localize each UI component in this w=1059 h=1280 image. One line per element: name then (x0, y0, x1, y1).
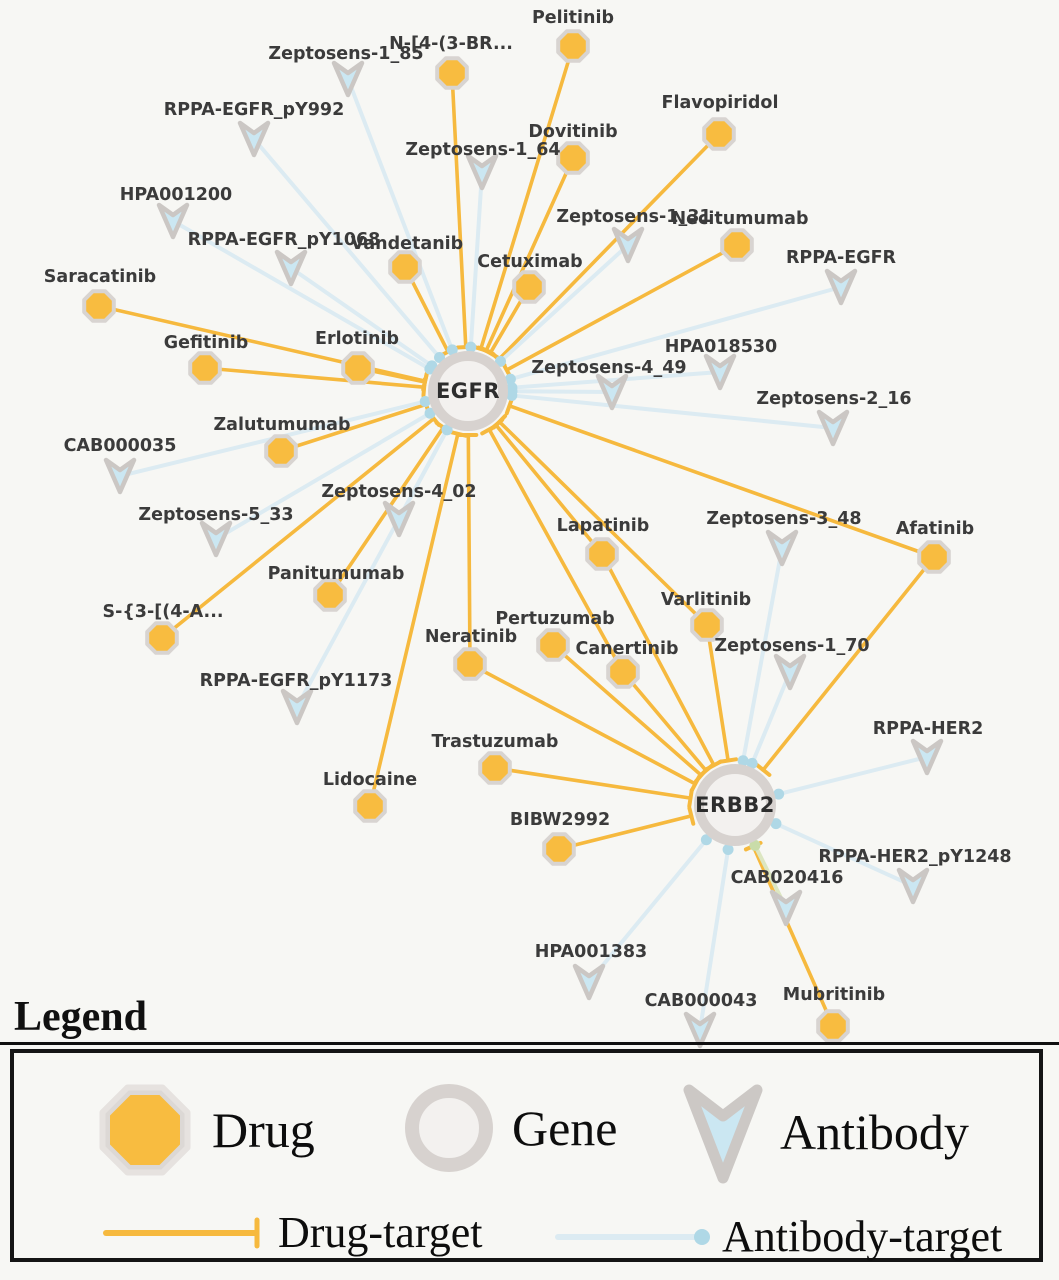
edge-tee-varlitinib-erbb2 (720, 759, 736, 761)
drug-label-canertinib: Canertinib (575, 639, 679, 659)
drug-node-dovitinib[interactable] (558, 143, 588, 173)
drug-node-n-4-3-br[interactable] (437, 58, 467, 88)
drug-node-saracatinib[interactable] (84, 291, 114, 321)
antibody-node-zeptosens-4-02[interactable] (385, 503, 413, 535)
antibody-node-rppa-egfr[interactable] (827, 271, 855, 303)
drug-label-s-3-4-a: S-{3-[(4-A... (102, 602, 224, 622)
antibody-label-zeptosens-1-31: Zeptosens-1_31 (556, 207, 712, 227)
antibody-label-zeptosens-4-02: Zeptosens-4_02 (321, 482, 477, 502)
drug-node-pelitinib[interactable] (558, 31, 588, 61)
legend-item-drug (96, 1081, 315, 1179)
drug-node-necitumumab[interactable] (722, 230, 752, 260)
drug-node-s-3-4-a[interactable] (147, 623, 177, 653)
drug-node-neratinib[interactable] (455, 649, 485, 679)
edge-rppa-her2-erbb2 (779, 757, 927, 794)
drug-label-zalutumumab: Zalutumumab (213, 415, 351, 435)
legend-drug-target-label: Drug-target (278, 1208, 483, 1257)
drug-label-saracatinib: Saracatinib (43, 267, 157, 287)
drug-label-panitumumab: Panitumumab (267, 564, 405, 584)
legend-item-drug-target (102, 1208, 483, 1257)
drug-node-zalutumumab[interactable] (266, 436, 296, 466)
edge-canertinib-erbb2 (623, 672, 706, 771)
drug-label-vandetanib: Vandetanib (350, 234, 464, 254)
antibody-label-zeptosens-1-64: Zeptosens-1_64 (405, 140, 561, 160)
drug-target-edge-icon (102, 1216, 270, 1250)
antibody-node-rppa-her2-py1248[interactable] (899, 870, 927, 902)
antibody-label-rppa-her2-py1248: RPPA-HER2_pY1248 (818, 847, 1012, 867)
drug-node-panitumumab[interactable] (315, 580, 345, 610)
antibody-label-zeptosens-1-85: Zeptosens-1_85 (268, 44, 424, 64)
drug-label-dovitinib: Dovitinib (528, 122, 618, 142)
drug-node-erlotinib[interactable] (343, 353, 373, 383)
antibody-node-cab020416[interactable] (772, 892, 800, 924)
antibody-label-cab000035: CAB000035 (63, 436, 177, 456)
antibody-label-rppa-egfr-py1173: RPPA-EGFR_pY1173 (199, 671, 393, 691)
antibody-node-icon (678, 1077, 768, 1187)
drug-label-n-4-3-br: N-[4-(3-BR... (389, 34, 513, 54)
antibody-label-rppa-egfr-py1068: RPPA-EGFR_pY1068 (187, 230, 381, 250)
antibody-node-zeptosens-1-64[interactable] (468, 156, 496, 188)
drug-label-pelitinib: Pelitinib (531, 8, 615, 28)
antibody-node-zeptosens-1-70[interactable] (776, 656, 804, 688)
antibody-node-rppa-her2[interactable] (913, 741, 941, 773)
legend-drug-label: Drug (212, 1102, 315, 1158)
antibody-target-edge-icon (554, 1220, 714, 1254)
drug-label-afatinib: Afatinib (895, 519, 975, 539)
drug-node-bibw2992[interactable] (544, 834, 574, 864)
legend-item-gene (402, 1081, 618, 1175)
antibody-label-rppa-egfr: RPPA-EGFR (785, 248, 897, 268)
antibody-label-rppa-egfr-py992: RPPA-EGFR_pY992 (163, 100, 345, 120)
antibody-label-hpa001200: HPA001200 (119, 185, 233, 205)
labels-layer (44, 8, 1012, 1011)
legend-box (10, 1049, 1043, 1262)
antibody-label-zeptosens-3-48: Zeptosens-3_48 (706, 509, 862, 529)
drug-node-icon (96, 1081, 194, 1179)
antibody-node-zeptosens-3-48[interactable] (768, 532, 796, 564)
drug-node-cetuximab[interactable] (514, 272, 544, 302)
drug-label-lidocaine: Lidocaine (322, 770, 418, 790)
edge-gefitinib-egfr (205, 368, 424, 387)
edge-dot-zeptosens-1-64-egfr (465, 342, 476, 353)
drug-node-trastuzumab[interactable] (480, 753, 510, 783)
edge-n-4-3-br-egfr (452, 73, 466, 347)
drug-label-flavopiridol: Flavopiridol (661, 93, 779, 113)
antibody-label-zeptosens-2-16: Zeptosens-2_16 (756, 389, 912, 409)
legend-antibody-target-label: Antibody-target (722, 1212, 1003, 1261)
antibody-label-zeptosens-4-49: Zeptosens-4_49 (531, 358, 687, 378)
edge-tee-trastuzumab-erbb2 (689, 790, 691, 806)
antibody-node-cab000035[interactable] (106, 460, 134, 492)
antibody-label-cab000043: CAB000043 (644, 991, 758, 1011)
legend-gene-label: Gene (512, 1100, 618, 1156)
antibody-node-hpa001383[interactable] (575, 966, 603, 998)
drug-label-erlotinib: Erlotinib (315, 329, 399, 349)
nodes-layer (84, 31, 949, 1046)
antibody-label-cab020416: CAB020416 (730, 868, 844, 888)
antibody-node-zeptosens-1-85[interactable] (334, 63, 362, 95)
drug-node-afatinib[interactable] (919, 542, 949, 572)
drug-node-lidocaine[interactable] (355, 791, 385, 821)
drug-label-gefitinib: Gefitinib (163, 333, 249, 353)
antibody-node-rppa-egfr-py1173[interactable] (283, 691, 311, 723)
antibody-label-zeptosens-5-33: Zeptosens-5_33 (138, 505, 294, 525)
drug-label-mubritinib: Mubritinib (782, 985, 886, 1005)
antibody-label-rppa-her2: RPPA-HER2 (872, 719, 984, 739)
antibody-label-hpa001383: HPA001383 (534, 942, 648, 962)
gene-label-egfr: EGFR (435, 379, 501, 403)
antibody-label-zeptosens-1-70: Zeptosens-1_70 (714, 636, 870, 656)
drug-label-neratinib: Neratinib (424, 627, 518, 647)
drug-node-lapatinib[interactable] (587, 539, 617, 569)
drug-node-canertinib[interactable] (608, 657, 638, 687)
gene-label-erbb2: ERBB2 (695, 793, 775, 817)
edge-trastuzumab-erbb2 (495, 768, 691, 798)
drug-label-pertuzumab: Pertuzumab (495, 609, 615, 629)
edge-tee-bibw2992-erbb2 (689, 808, 693, 824)
antibody-node-rppa-egfr-py1068[interactable] (277, 252, 305, 284)
drug-label-lapatinib: Lapatinib (556, 516, 650, 536)
legend-title: Legend (0, 996, 1059, 1045)
legend-item-antibody (678, 1077, 969, 1187)
antibody-label-hpa018530: HPA018530 (664, 337, 778, 357)
drug-label-bibw2992: BIBW2992 (509, 810, 611, 830)
drug-node-gefitinib[interactable] (190, 353, 220, 383)
gene-node-icon (402, 1081, 496, 1175)
drug-label-trastuzumab: Trastuzumab (431, 732, 559, 752)
drug-node-flavopiridol[interactable] (704, 119, 734, 149)
antibody-node-zeptosens-5-33[interactable] (202, 523, 230, 555)
drug-node-vandetanib[interactable] (390, 252, 420, 282)
drug-label-varlitinib: Varlitinib (660, 590, 752, 610)
edge-zeptosens-4-49-egfr (512, 391, 612, 392)
legend-item-antibody-target (554, 1212, 1003, 1261)
drug-label-necitumumab: Necitumumab (671, 209, 809, 229)
drug-node-pertuzumab[interactable] (538, 630, 568, 660)
antibody-node-hpa001200[interactable] (159, 205, 187, 237)
drug-label-cetuximab: Cetuximab (477, 252, 583, 272)
legend-antibody-label: Antibody (780, 1104, 969, 1160)
